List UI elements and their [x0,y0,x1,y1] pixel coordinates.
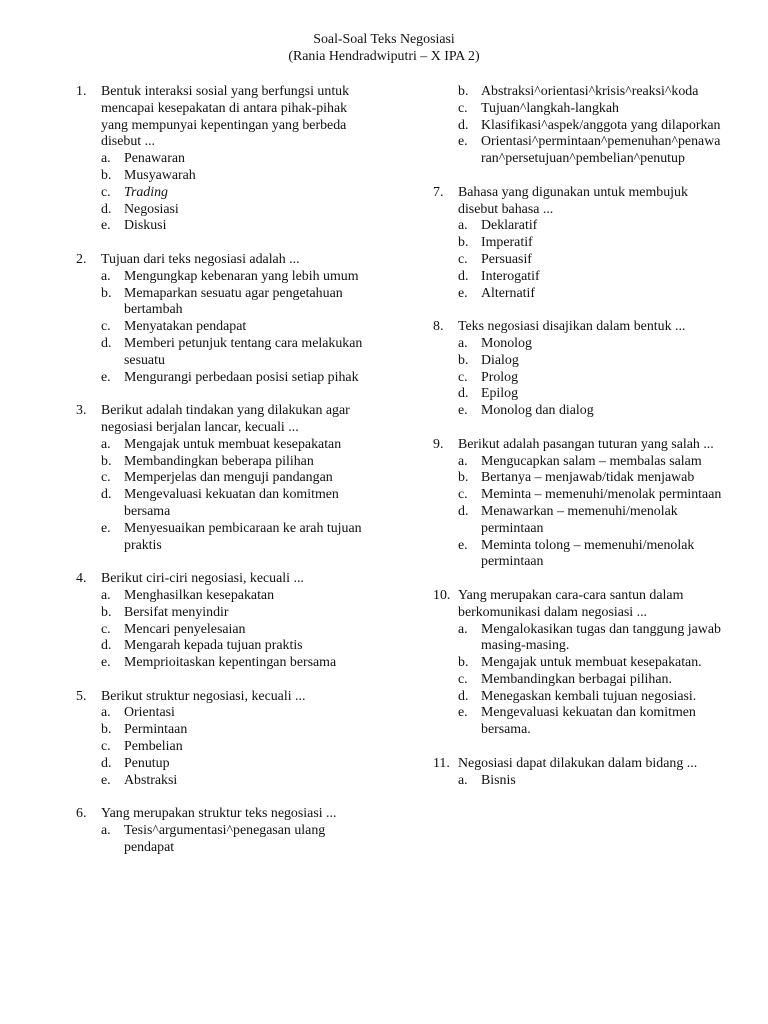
option-letter: c. [458,671,468,687]
option-text: Penawaran [124,151,185,167]
option-letter: d. [458,117,469,133]
answer-option [101,437,376,454]
option-text: Prolog [481,369,519,385]
option-text: Membandingkan beberapa pilihan [124,453,314,469]
question-number: 4. [76,571,87,587]
question-6 [76,806,376,856]
option-letter: a. [458,335,468,351]
question-number: 9. [433,436,444,452]
option-text: Penutup [124,755,170,771]
answer-options [101,269,376,387]
answer-option [101,336,376,370]
answer-option [458,487,723,504]
option-text: Mencari penyelesaian [124,621,246,637]
option-letter: e. [101,772,111,788]
option-letter: b. [101,722,112,738]
answer-option [458,403,723,420]
answer-option [458,235,723,252]
question-text: Bentuk interaksi sosial yang berfungsi untuk mencapai kesepakatan di antara pihak-pihak yang mempunyai kepentingan yang berbeda disebut ... [101,84,350,150]
answer-option [101,705,376,722]
question-text: Yang merupakan cara-cara santun dalam berkomunikasi dalam negosiasi ... [458,587,684,620]
answer-option [458,336,723,353]
answer-option [101,202,376,219]
option-text: Abstraksi^orientasi^krisis^reaksi^koda [481,84,699,99]
option-text: Mengungkap kebenaran yang lebih umum [124,268,359,284]
option-text: Monolog dan dialog [481,403,594,419]
answer-option [101,722,376,739]
answer-option [458,134,723,168]
option-text: Menawarkan – memenuhi/menolak permintaan [481,503,678,536]
option-text: Orientasi [124,705,175,721]
option-letter: a. [101,705,111,721]
answer-option [101,638,376,655]
option-text: Musyawarah [124,167,196,183]
answer-options [101,823,376,857]
answer-options [101,151,376,235]
answer-options [101,588,376,672]
question-10 [433,588,723,739]
option-text: Abstraksi [124,772,178,788]
document-header [0,32,768,66]
option-letter: b. [458,470,469,486]
answer-option [458,622,723,656]
answer-option [458,705,723,739]
option-text: Orientasi^permintaan^pemenuhan^penawaran^persetujuan^pembelian^penutup [481,134,721,167]
option-text: Trading [124,184,169,200]
answer-options [458,622,723,740]
answer-options [458,218,723,302]
option-letter: a. [101,823,111,839]
option-text: Bertanya – menjawab/tidak menjawab [481,470,695,486]
question-text: Teks negosiasi disajikan dalam bentuk ... [458,319,686,335]
option-letter: e. [458,705,468,721]
option-letter: b. [101,167,112,183]
answer-options [458,336,723,420]
option-letter: a. [101,151,111,167]
question-text: Yang merupakan struktur teks negosiasi ... [101,806,337,822]
question-2 [76,252,376,386]
option-text: Diskusi [124,218,167,234]
answer-options [458,454,723,572]
option-letter: b. [458,235,469,251]
option-letter: a. [101,587,111,603]
option-letter: d. [458,503,469,519]
option-letter: e. [458,285,468,301]
answer-option [458,118,723,135]
answer-option [458,773,723,790]
question-4 [76,571,376,672]
answer-option [458,370,723,387]
option-text: Monolog [481,335,532,351]
option-text: Imperatif [481,235,533,251]
question-number: 2. [76,251,87,267]
answer-option [458,269,723,286]
question-text: Berikut struktur negosiasi, kecuali ... [101,688,306,704]
answer-option [101,168,376,185]
option-text: Mengurangi perbedaan posisi setiap pihak [124,369,359,385]
option-text: Mengevaluasi kekuatan dan komitmen bersama. [481,705,696,738]
option-letter: d. [101,201,112,217]
option-text: Persuasif [481,251,532,267]
answer-option [458,672,723,689]
answer-option [101,218,376,235]
option-letter: d. [101,755,112,771]
option-letter: a. [458,218,468,234]
question-number: 3. [76,403,87,419]
answer-option [458,504,723,538]
answer-option [458,470,723,487]
option-letter: c. [101,184,111,200]
option-text: Mengarah kepada tujuan praktis [124,638,303,654]
option-text: Membandingkan berbagai pilihan. [481,671,672,687]
question-number: 8. [433,319,444,335]
answer-options [101,437,376,555]
option-letter: e. [101,218,111,234]
question-text: Bahasa yang digunakan untuk membujuk disebut bahasa ... [458,184,688,217]
question-9 [433,437,723,571]
option-letter: e. [458,537,468,553]
option-letter: c. [458,369,468,385]
option-letter: d. [101,487,112,503]
question-7 [433,185,723,303]
option-text: Mengajak untuk membuat kesepakatan [124,436,342,452]
option-letter: c. [458,251,468,267]
question-8 [433,319,723,420]
answer-option [458,252,723,269]
question-6-continued [433,84,723,168]
answer-options [458,773,723,790]
option-letter: c. [101,319,111,335]
option-text: Bisnis [481,772,516,788]
answer-option [101,151,376,168]
option-letter: c. [101,470,111,486]
option-text: Dialog [481,352,519,368]
option-letter: c. [458,100,468,116]
answer-option [101,470,376,487]
answer-option [458,689,723,706]
question-number: 10. [433,587,451,603]
question-number: 5. [76,688,87,704]
answer-options [101,705,376,789]
answer-option [458,84,723,101]
answer-option [101,185,376,202]
question-number: 11. [433,755,450,771]
option-letter: d. [458,688,469,704]
right-column [433,84,723,789]
document-subtitle: (Rania Hendradwiputri – X IPA 2) [288,49,480,64]
answer-option [458,353,723,370]
answer-option [101,319,376,336]
answer-option [101,773,376,790]
option-letter: b. [101,453,112,469]
answer-option [101,823,376,857]
option-text: Tesis^argumentasi^penegasan ulang pendapat [124,823,326,855]
answer-option [101,605,376,622]
option-text: Menghasilkan kesepakatan [124,587,275,603]
question-text: Berikut ciri-ciri negosiasi, kecuali ... [101,571,304,587]
answer-option [458,101,723,118]
option-letter: b. [458,655,469,671]
option-letter: a. [458,621,468,637]
answer-option [101,286,376,320]
answer-option [458,655,723,672]
answer-option [458,218,723,235]
option-text: Menyesuaikan pembicaraan ke arah tujuan praktis [124,520,362,553]
answer-option [101,739,376,756]
answer-option [101,655,376,672]
answer-option [101,622,376,639]
question-5 [76,689,376,790]
option-letter: d. [458,386,469,402]
option-letter: e. [458,134,468,150]
option-letter: e. [101,369,111,385]
answer-option [458,286,723,303]
question-text: Berikut adalah tindakan yang dilakukan agar negosiasi berjalan lancar, kecuali ... [101,403,350,435]
answer-option [101,756,376,773]
document-title: Soal-Soal Teks Negosiasi [313,32,455,47]
option-letter: a. [101,436,111,452]
question-number: 6. [76,806,87,822]
answer-option [101,588,376,605]
option-text: Bersifat menyindir [124,604,229,620]
option-text: Interogatif [481,268,540,284]
answer-option [101,370,376,387]
option-letter: d. [101,335,112,351]
option-letter: b. [101,604,112,620]
option-letter: e. [458,403,468,419]
question-3 [76,403,376,554]
option-text: Tujuan^langkah-langkah [481,100,619,116]
option-letter: a. [458,453,468,469]
option-text: Memprioitaskan kepentingan bersama [124,655,337,671]
option-text: Klasifikasi^aspek/anggota yang dilaporkan [481,117,721,133]
question-number: 1. [76,84,87,99]
answer-option [458,538,723,572]
option-text: Mengalokasikan tugas dan tanggung jawab masing-masing. [481,621,721,654]
option-letter: d. [458,268,469,284]
option-text: Negosiasi [124,201,179,217]
option-text: Deklaratif [481,218,538,234]
option-text: Alternatif [481,285,535,301]
option-text: Epilog [481,386,519,402]
option-letter: a. [458,772,468,788]
option-text: Meminta tolong – memenuhi/menolak permintaan [481,537,695,570]
option-text: Menegaskan kembali tujuan negosiasi. [481,688,697,704]
option-text: Permintaan [124,722,188,738]
option-text: Mengajak untuk membuat kesepakatan. [481,655,702,671]
question-text: Berikut adalah pasangan tuturan yang salah ... [458,436,714,452]
question-text: Tujuan dari teks negosiasi adalah ... [101,251,300,267]
option-text: Menyatakan pendapat [124,319,247,335]
option-letter: e. [101,655,111,671]
answer-option [101,269,376,286]
answer-option [101,487,376,521]
answer-option [458,386,723,403]
option-text: Mengevaluasi kekuatan dan komitmen bersama [124,487,339,519]
option-text: Pembelian [124,739,183,755]
option-letter: c. [458,487,468,503]
question-1 [76,84,376,235]
option-text: Memberi petunjuk tentang cara melakukan sesuatu [124,335,363,368]
question-11 [433,756,723,790]
option-letter: b. [458,84,469,99]
option-letter: c. [101,621,111,637]
option-text: Memperjelas dan menguji pandangan [124,470,333,486]
answer-option [458,454,723,471]
answer-option [101,521,376,555]
option-letter: d. [101,638,112,654]
answer-options [458,84,723,168]
option-letter: b. [458,352,469,368]
option-letter: c. [101,739,111,755]
option-letter: a. [101,268,111,284]
answer-option [101,454,376,471]
option-text: Memaparkan sesuatu agar pengetahuan bertambah [124,285,343,318]
option-letter: b. [101,285,112,301]
option-text: Mengucapkan salam – membalas salam [481,453,702,469]
question-number: 7. [433,184,444,200]
left-column [76,84,376,857]
question-text: Negosiasi dapat dilakukan dalam bidang ... [458,755,698,771]
option-text: Meminta – memenuhi/menolak permintaan [481,487,722,503]
option-letter: e. [101,520,111,536]
